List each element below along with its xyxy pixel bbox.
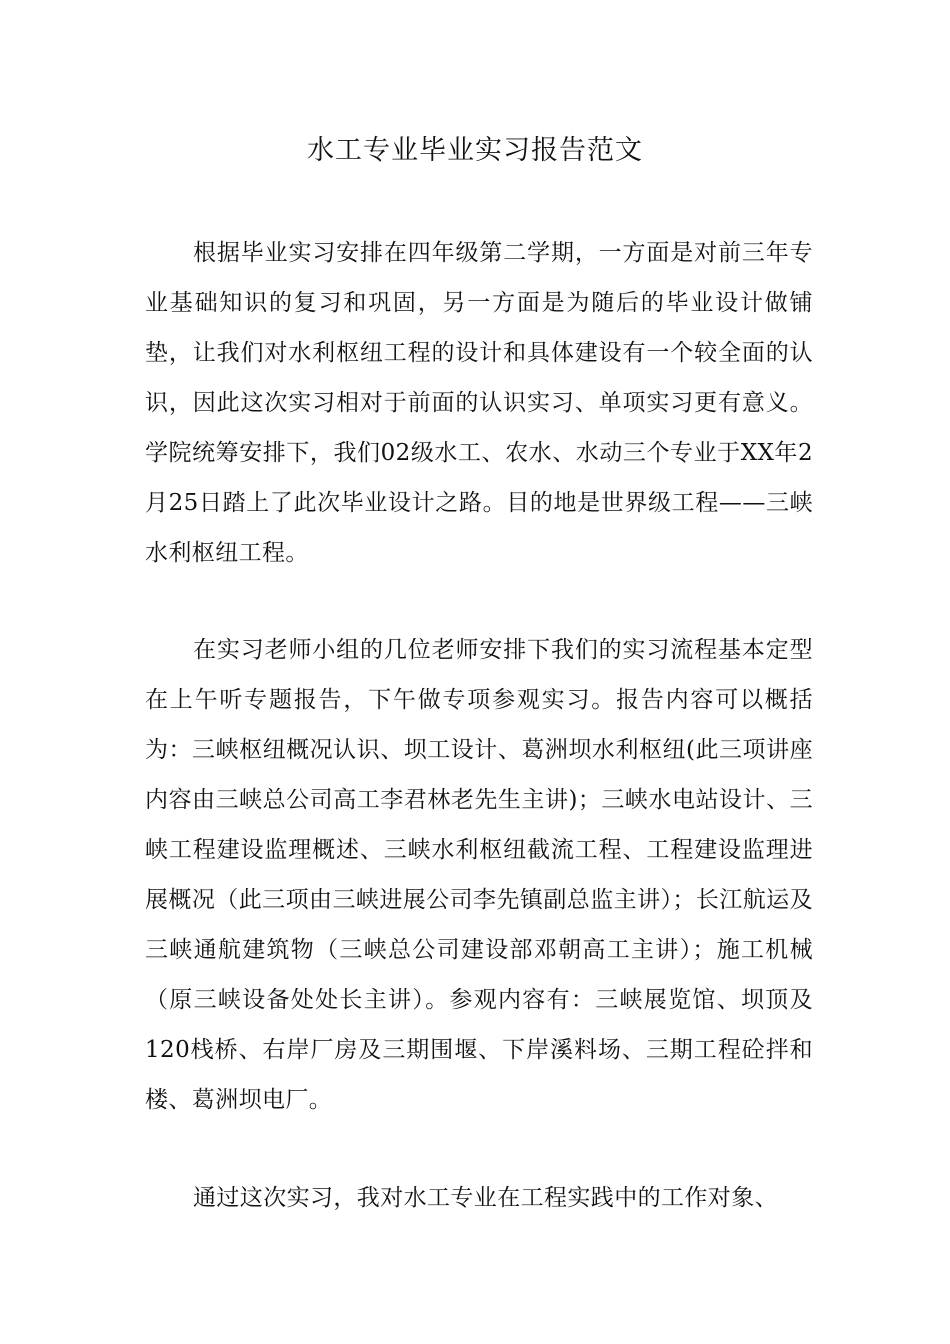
- paragraph-3: 通过这次实习，我对水工专业在工程实践中的工作对象、: [193, 1185, 778, 1211]
- paragraph-2: 在实习老师小组的几位老师安排下我们的实习流程基本定型在上午听专题报告，下午做专项参观实习。报告内容可以概括为：三峡枢纽概况认识、坝工设计、葛洲坝水利枢纽(此三项讲座内容由三峡总公司高工李君林老先生主讲)；三峡水电站设计、三峡工程建设监理概述、三峡水利枢纽截流工程、工程建设监理进展概况（此三项由三峡进展公司李先镇副总监主讲）；长江航运及三峡通航建筑物（三峡总公司建设部邓朝高工主讲）；施工机械（原三峡设备处处长主讲）。参观内容有：三峡展览馆、坝顶及120栈桥、右岸厂房及三期围堰、下岸溪料场、三期工程砼拌和楼、葛洲坝电厂。: [145, 637, 813, 1113]
- paragraph-1: 根据毕业实习安排在四年级第二学期，一方面是对前三年专业基础知识的复习和巩固，另一方面是为随后的毕业设计做铺垫，让我们对水利枢纽工程的设计和具体建设有一个较全面的认识，因此这次实习相对于前面的认识实习、单项实习更有意义。学院统筹安排下，我们02级水工、农水、水动三个专业于XX年2月25日踏上了此次毕业设计之路。目的地是世界级工程——三峡水利枢纽工程。: [145, 240, 813, 566]
- document-title: 水工专业毕业实习报告范文: [307, 135, 643, 166]
